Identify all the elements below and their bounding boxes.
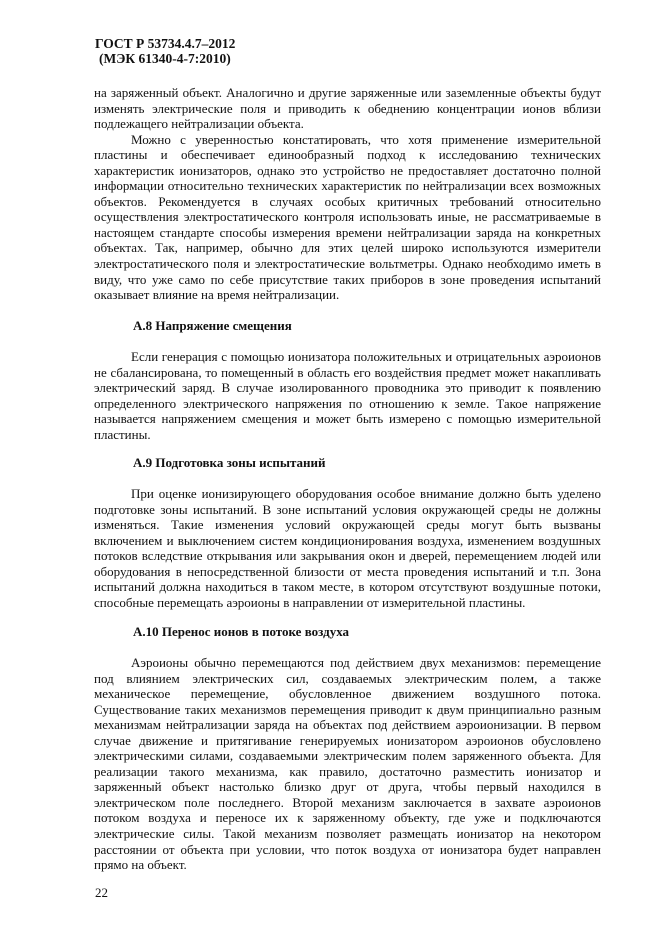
page-number: 22	[95, 885, 108, 900]
section-a10-paragraph: Аэроионы обычно перемещаются под действием двух механизмов: перемещение под влиянием электрических сил, создаваемых электрическим полем, а также механическое перемещение, обусловленное движением воздушного потока. Существование таких механизмов перемещения приводит к двум принципиально разным механизмам нейтрализации заряда на объектах под действием аэроионизации. В первом случае движение и притягивание генерируемых ионизатором аэроионов обусловлено электрическими силами, создаваемыми электрическим полем заряженного объекта. Для реализации такого механизма, как правило, достаточно разместить ионизатор и заряженный объект настолько близко друг от друга, чтобы первый находился в электрическом поле последнего. Второй механизм заключается в захвате аэроионов потоком воздуха и переносе их к заряженному объекту, где уже и подключаются электрические силы. Такой механизм позволяет размещать ионизатор на некотором расстоянии от объекта при условии, что поток воздуха от ионизатора будет направлен прямо на объект.	[94, 655, 601, 873]
standard-number: ГОСТ Р 53734.4.7–2012	[95, 36, 236, 51]
section-title-a10: А.10 Перенос ионов в потоке воздуха	[133, 624, 350, 639]
document-header	[95, 36, 235, 66]
intro-paragraph-continued: на заряженный объект. Аналогично и другие заряженные или заземленные объекты будут изменять электрические поля и приводить к обеднению концентрации ионов вблизи подлежащего нейтрализации объекта.	[94, 85, 601, 132]
intro-block	[94, 85, 601, 303]
section-title-a9: А.9 Подготовка зоны испытаний	[133, 455, 326, 470]
intro-paragraph-2: Можно с уверенностью констатировать, что хотя применение измерительной пластины и обеспечивает единообразный подход к исследованию технических характеристик ионизаторов, однако это устройство не предоставляет достаточно полной информации относительно технических характеристик по нейтрализации всех возможных объектов. Рекомендуется в случаях особых критичных требований относительно осуществления электростатического контроля использовать иные, не рассматриваемые в настоящем стандарте способы измерения времени нейтрализации заряда на конкретных объектах. Так, например, обычно для этих целей широко используются измерители электростатического поля и электростатические вольтметры. Однако необходимо иметь в виду, что уже само по себе присутствие таких приборов в зоне проведения испытаний оказывает влияние на время нейтрализации.	[94, 131, 601, 303]
section-a8-body	[94, 349, 601, 442]
section-a10-body	[94, 655, 601, 873]
iec-reference: (МЭК 61340-4-7:2010)	[99, 51, 231, 66]
section-a9-paragraph: При оценке ионизирующего оборудования особое внимание должно быть уделено подготовке зоны испытаний. В зоне испытаний условия окружающей среды не должны изменяться. Такие изменения условий окружающей среды могут быть вызваны включением и выключением систем кондиционирования воздуха, изменением воздушных потоков вследствие открывания или закрывания окон и дверей, перемещением людей или оборудования в непосредственной близости от места проведения испытаний и т.п. Зона испытаний должна находиться в таком месте, в котором отсутствуют воздушные потоки, способные перемещать аэроионы в направлении от измерительной пластины.	[94, 486, 601, 610]
section-a9-body	[94, 486, 601, 610]
section-a8-paragraph: Если генерация с помощью ионизатора положительных и отрицательных аэроионов не сбалансирована, то помещенный в область его воздействия предмет может накапливать электрический заряд. В случае изолированного проводника это приводит к появлению определенного электрического напряжения по отношению к земле. Такое напряжение называется напряжением смещения и может быть измерено с помощью измерительной пластины.	[94, 349, 601, 442]
section-title-a8: А.8 Напряжение смещения	[133, 318, 292, 333]
